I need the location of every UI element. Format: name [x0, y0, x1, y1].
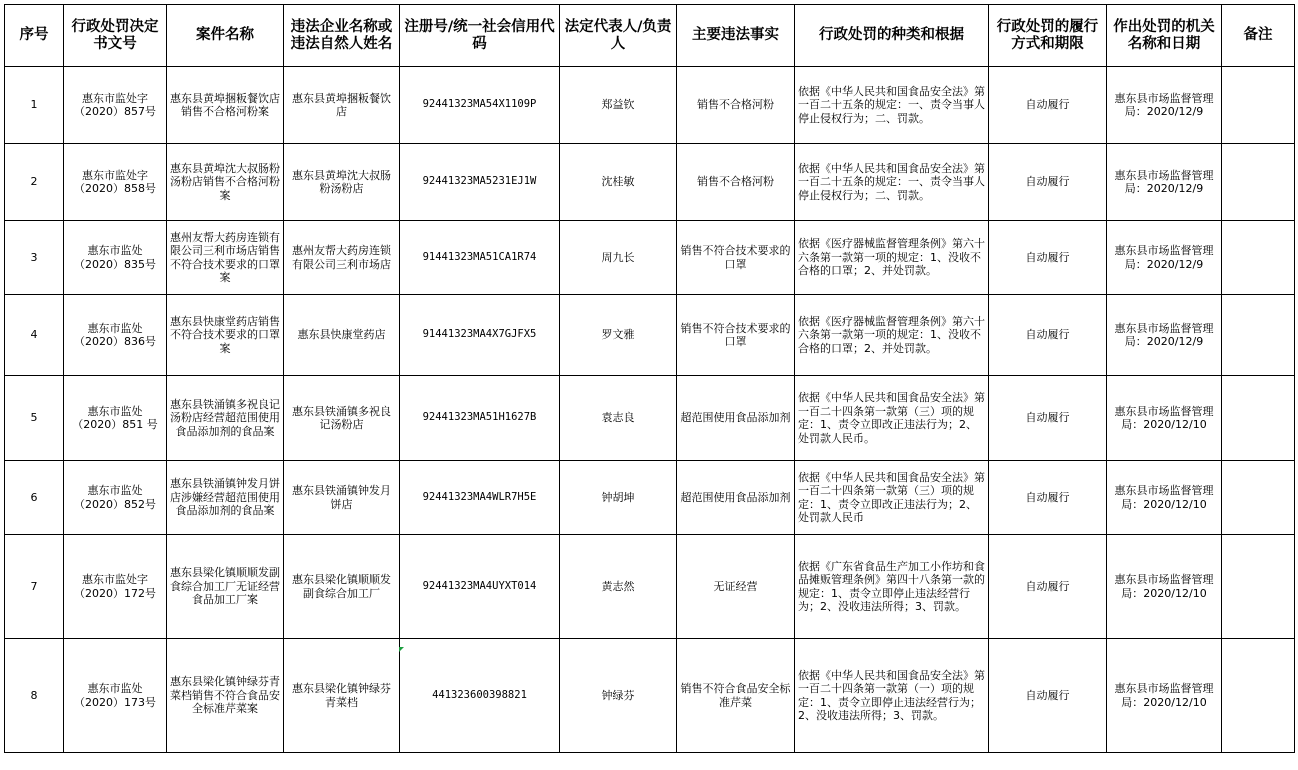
cell-doc: 惠东市监处（2020）851 号 [64, 376, 167, 461]
cell-basis: 依据《中华人民共和国食品安全法》第一百二十四条第一款第（一）项的规定：1、责令立即停止违法经营行为；2、没收违法所得；3、罚款。 [795, 639, 989, 753]
cell-party: 惠东县快康堂药店 [284, 295, 400, 376]
header-case: 案件名称 [167, 5, 284, 67]
cell-perform: 自动履行 [989, 295, 1107, 376]
cell-perform: 自动履行 [989, 639, 1107, 753]
table-row [5, 144, 1295, 221]
cell-code: 91441323MA51CA1R74 [400, 221, 560, 295]
cell-rep: 黄志然 [560, 535, 677, 639]
cell-code: 91441323MA4X7GJFX5 [400, 295, 560, 376]
cell-perform: 自动履行 [989, 461, 1107, 535]
cell-fact: 销售不符合食品安全标准芹菜 [677, 639, 795, 753]
cell-case: 惠东县铁涌镇多祝良记汤粉店经营超范围使用食品添加剂的食品案 [167, 376, 284, 461]
cell-case: 惠东县梁化镇钟绿芬青菜档销售不符合食品安全标准芹菜案 [167, 639, 284, 753]
cell-basis: 依据《中华人民共和国食品安全法》第一百二十四条第一款第（三）项的规定：1、责令立即改正违法行为；2、处罚款人民币。 [795, 376, 989, 461]
cell-doc: 惠东市监处（2020）835号 [64, 221, 167, 295]
cell-note [1222, 67, 1295, 144]
header-perform: 行政处罚的履行方式和期限 [989, 5, 1107, 67]
header-fact: 主要违法事实 [677, 5, 795, 67]
table-row [5, 376, 1295, 461]
cell-perform: 自动履行 [989, 535, 1107, 639]
cell-fact: 超范围使用食品添加剂 [677, 376, 795, 461]
cell-org: 惠东县市场监督管理局：2020/12/9 [1107, 221, 1222, 295]
cell-org: 惠东县市场监督管理局：2020/12/9 [1107, 144, 1222, 221]
cell-rep: 周九长 [560, 221, 677, 295]
cell-party: 惠东县铁涌镇钟发月饼店 [284, 461, 400, 535]
cell-rep: 钟绿芬 [560, 639, 677, 753]
cell-case: 惠东县黄埠沈大叔肠粉汤粉店销售不合格河粉案 [167, 144, 284, 221]
table-row [5, 639, 1295, 753]
cell-rep: 袁志良 [560, 376, 677, 461]
cell-org: 惠东县市场监督管理局：2020/12/10 [1107, 535, 1222, 639]
cell-no: 1 [5, 67, 64, 144]
cell-party: 惠州友帮大药房连锁有限公司三利市场店 [284, 221, 400, 295]
cell-doc: 惠东市监处字（2020）857号 [64, 67, 167, 144]
cell-no: 8 [5, 639, 64, 753]
header-row [5, 5, 1295, 67]
cell-party: 惠东县梁化镇钟绿芬青菜档 [284, 639, 400, 753]
cell-fact: 销售不符合技术要求的口罩 [677, 221, 795, 295]
cell-note [1222, 295, 1295, 376]
cell-note [1222, 144, 1295, 221]
cell-party: 惠东县黄埠沈大叔肠粉汤粉店 [284, 144, 400, 221]
cell-party: 惠东县梁化镇顺顺发副食综合加工厂 [284, 535, 400, 639]
cell-code: 92441323MA4UYXT014 [400, 535, 560, 639]
cell-basis: 依据《中华人民共和国食品安全法》第一百二十四条第一款第（三）项的规定：1、责令立即改正违法行为；2、处罚款人民币 [795, 461, 989, 535]
cell-org: 惠东县市场监督管理局：2020/12/10 [1107, 376, 1222, 461]
cell-fact: 销售不合格河粉 [677, 67, 795, 144]
cell-org: 惠东县市场监督管理局：2020/12/10 [1107, 461, 1222, 535]
table-row [5, 221, 1295, 295]
header-basis: 行政处罚的种类和根据 [795, 5, 989, 67]
cell-no: 2 [5, 144, 64, 221]
cell-no: 3 [5, 221, 64, 295]
cell-perform: 自动履行 [989, 221, 1107, 295]
cell-code: 92441323MA4WLR7H5E [400, 461, 560, 535]
cell-case: 惠东县快康堂药店销售不符合技术要求的口罩案 [167, 295, 284, 376]
cell-fact: 销售不符合技术要求的口罩 [677, 295, 795, 376]
cell-org: 惠东县市场监督管理局：2020/12/9 [1107, 67, 1222, 144]
cell-no: 5 [5, 376, 64, 461]
cell-perform: 自动履行 [989, 67, 1107, 144]
cell-doc: 惠东市监处字（2020）172号 [64, 535, 167, 639]
header-note: 备注 [1222, 5, 1295, 67]
cell-fact: 销售不合格河粉 [677, 144, 795, 221]
cell-code: 92441323MA51H1627B [400, 376, 560, 461]
cell-party: 惠东县黄埠捆粄餐饮店 [284, 67, 400, 144]
cell-basis: 依据《广东省食品生产加工小作坊和食品摊贩管理条例》第四十八条第一款的规定：1、责令立即停止违法经营行为；2、没收违法所得；3、罚款。 [795, 535, 989, 639]
cell-code: 441323600398821 [400, 639, 560, 753]
header-rep: 法定代表人/负责人 [560, 5, 677, 67]
cell-note [1222, 376, 1295, 461]
cell-code: 92441323MA54X1109P [400, 67, 560, 144]
cell-doc: 惠东市监处（2020）173号 [64, 639, 167, 753]
cell-rep: 钟胡坤 [560, 461, 677, 535]
cell-note [1222, 639, 1295, 753]
cell-fact: 无证经营 [677, 535, 795, 639]
cell-basis: 依据《医疗器械监督管理条例》第六十六条第一款第一项的规定：1、没收不合格的口罩；2、并处罚款。 [795, 221, 989, 295]
cell-code: 92441323MA5231EJ1W [400, 144, 560, 221]
cell-rep: 罗文雅 [560, 295, 677, 376]
cell-note [1222, 535, 1295, 639]
cell-case: 惠东县梁化镇顺顺发副食综合加工厂无证经营食品加工厂案 [167, 535, 284, 639]
cell-perform: 自动履行 [989, 376, 1107, 461]
table-row [5, 67, 1295, 144]
cell-doc: 惠东市监处（2020）836号 [64, 295, 167, 376]
header-party: 违法企业名称或违法自然人姓名 [284, 5, 400, 67]
cell-no: 4 [5, 295, 64, 376]
cell-doc: 惠东市监处（2020）852号 [64, 461, 167, 535]
cell-basis: 依据《医疗器械监督管理条例》第六十六条第一款第一项的规定：1、没收不合格的口罩；2、并处罚款。 [795, 295, 989, 376]
cell-note [1222, 461, 1295, 535]
header-org: 作出处罚的机关名称和日期 [1107, 5, 1222, 67]
cell-org: 惠东县市场监督管理局：2020/12/10 [1107, 639, 1222, 753]
cell-org: 惠东县市场监督管理局：2020/12/9 [1107, 295, 1222, 376]
cell-fact: 超范围使用食品添加剂 [677, 461, 795, 535]
cell-no: 6 [5, 461, 64, 535]
cell-doc: 惠东市监处字（2020）858号 [64, 144, 167, 221]
cell-case: 惠东县黄埠捆粄餐饮店销售不合格河粉案 [167, 67, 284, 144]
cell-note [1222, 221, 1295, 295]
header-code: 注册号/统一社会信用代码 [400, 5, 560, 67]
header-doc: 行政处罚决定书文号 [64, 5, 167, 67]
cell-rep: 沈桂敏 [560, 144, 677, 221]
header-no: 序号 [5, 5, 64, 67]
cell-party: 惠东县铁涌镇多祝良记汤粉店 [284, 376, 400, 461]
cell-perform: 自动履行 [989, 144, 1107, 221]
cell-case: 惠州友帮大药房连锁有限公司三利市场店销售不符合技术要求的口罩案 [167, 221, 284, 295]
table-row [5, 295, 1295, 376]
table-row [5, 461, 1295, 535]
cell-basis: 依据《中华人民共和国食品安全法》第一百二十五条的规定：一、责令当事人停止侵权行为；二、罚款。 [795, 67, 989, 144]
cell-rep: 郑益钦 [560, 67, 677, 144]
cell-basis: 依据《中华人民共和国食品安全法》第一百二十五条的规定：一、责令当事人停止侵权行为；二、罚款。 [795, 144, 989, 221]
penalty-table [4, 4, 1295, 753]
table-row [5, 535, 1295, 639]
cell-no: 7 [5, 535, 64, 639]
cell-case: 惠东县铁涌镇钟发月饼店涉嫌经营超范围使用食品添加剂的食品案 [167, 461, 284, 535]
cell-comment-marker [399, 647, 404, 652]
